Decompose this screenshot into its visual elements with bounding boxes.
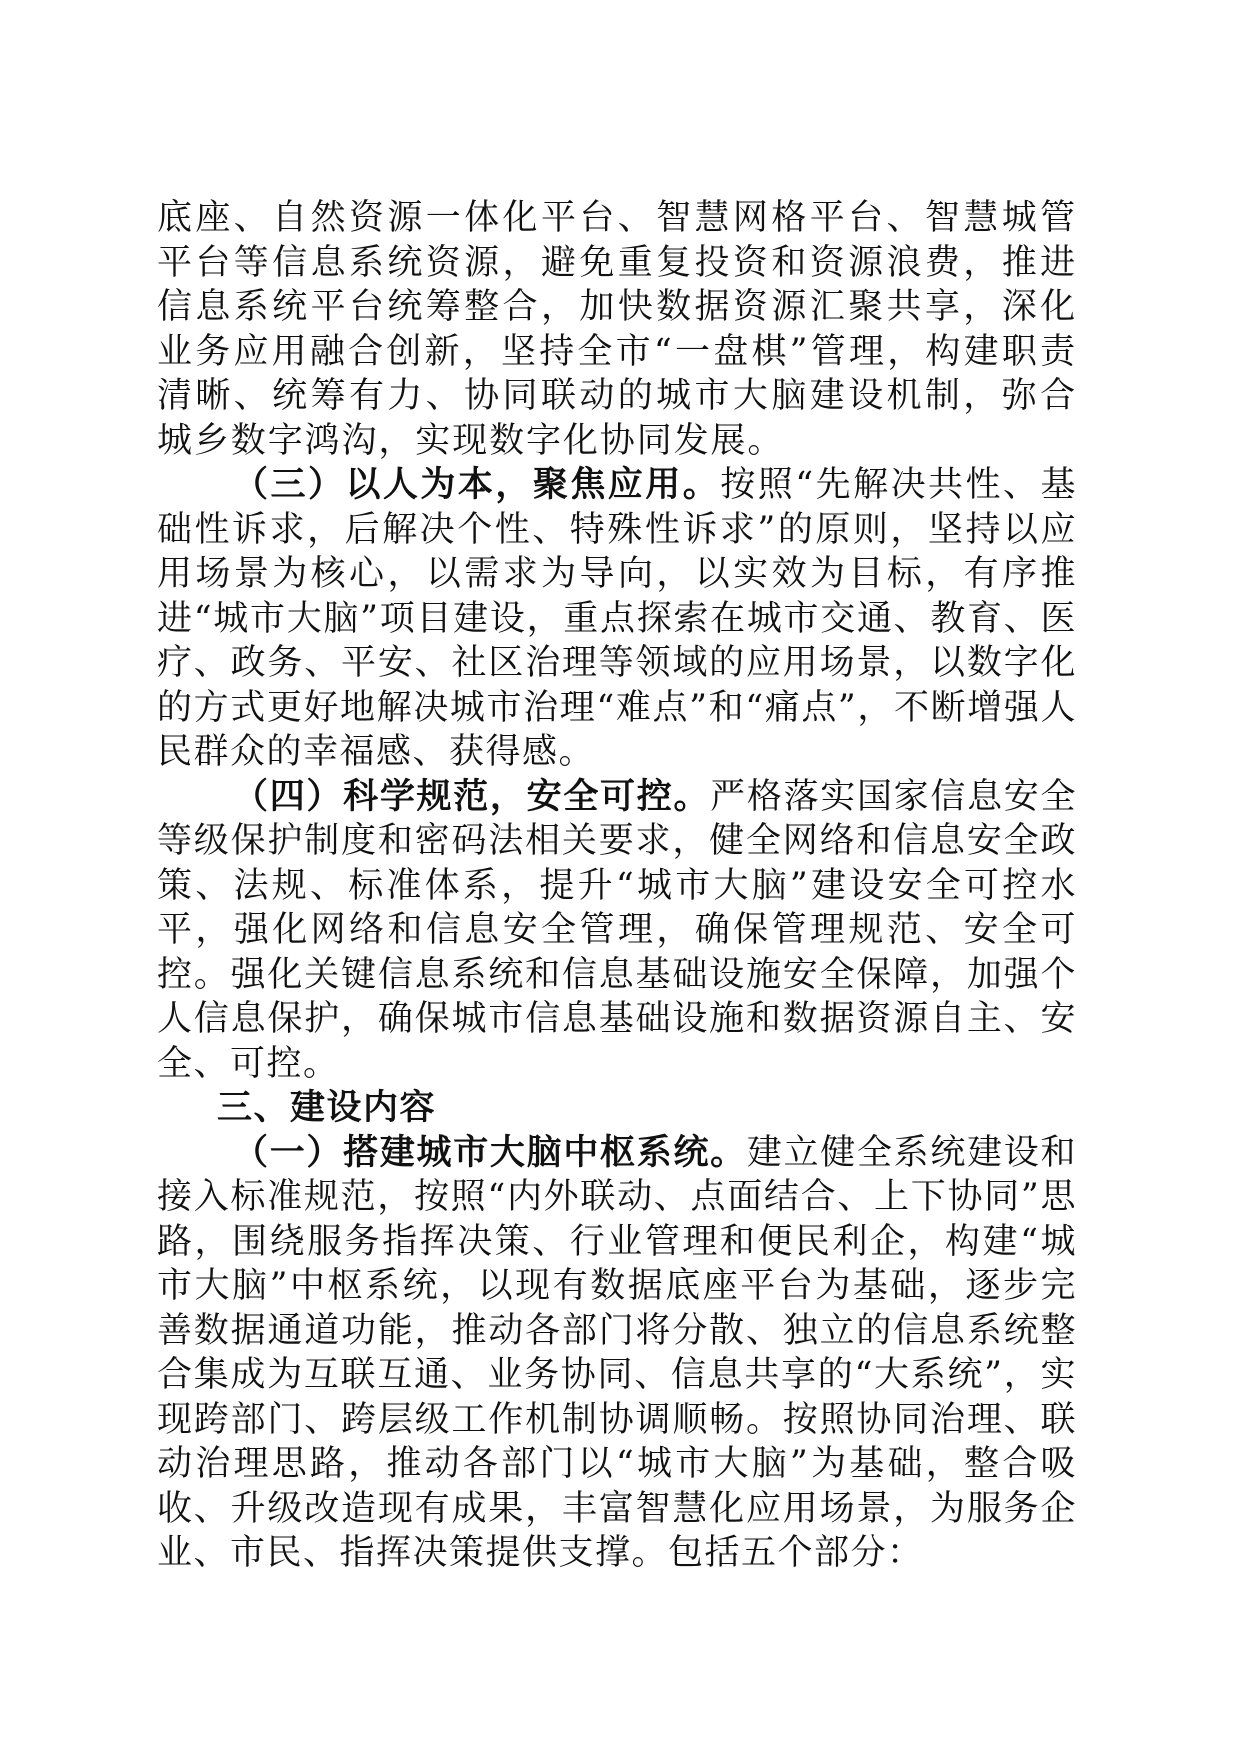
content-1-paragraph (157, 1131, 1077, 1576)
content-1-body: 建立健全系统建设和接入标准规范，按照“内外联动、点面结合、上下协同”思路，围绕服务指挥决策、行业管理和便民利企，构建“城市大脑”中枢系统，以现有数据底座平台为基础，逐步完善数据通道功能，推动各部门将分散、独立的信息系统整合集成为互联互通、业务协同、信息共享的“大系统”，实现跨部门、跨层级工作机制协调顺畅。按照协同治理、联动治理思路，推动各部门以“城市大脑”为基础，整合吸收、升级改造现有成果，丰富智慧化应用场景，为服务企业、市民、指挥决策提供支撑。包括五个部分： (157, 1132, 1077, 1573)
principle-3-body: 按照“先解决共性、基础性诉求，后解决个性、特殊性诉求”的原则，坚持以应用场景为核心，以需求为导向，以实效为目标，有序推进“城市大脑”项目建设，重点探索在城市交通、教育、医疗、政务、平安、社区治理等领域的应用场景，以数字化的方式更好地解决城市治理“难点”和“痛点”，不断增强人民群众的幸福感、获得感。 (157, 465, 1077, 772)
principle-4-body: 严格落实国家信息安全等级保护制度和密码法相关要求，健全网络和信息安全政策、法规、标准体系，提升“城市大脑”建设安全可控水平，强化网络和信息安全管理，确保管理规范、安全可控。强化关键信息系统和信息基础设施安全保障，加强个人信息保护，确保城市信息基础设施和数据资源自主、安全、可控。 (157, 776, 1077, 1084)
principle-3-lead: （三）以人为本，聚焦应用。 (233, 465, 721, 505)
paragraph-continuation: 底座、自然资源一体化平台、智慧网格平台、智慧城管平台等信息系统资源，避免重复投资和资源浪费，推进信息系统平台统筹整合，加快数据资源汇聚共享，深化业务应用融合创新，坚持全市“一盘棋”管理，构建职责清晰、统筹有力、协同联动的城市大脑建设机制，弥合城乡数字鸿沟，实现数字化协同发展。 (157, 198, 1077, 461)
content-1-lead: （一）搭建城市大脑中枢系统。 (233, 1132, 747, 1173)
principle-3-paragraph (157, 463, 1077, 775)
document-body (157, 196, 1077, 1576)
principle-4-lead: （四）科学规范，安全可控。 (233, 776, 711, 817)
principle-4-paragraph (157, 775, 1077, 1087)
section-3-heading: 三、建设内容 (217, 1088, 437, 1128)
